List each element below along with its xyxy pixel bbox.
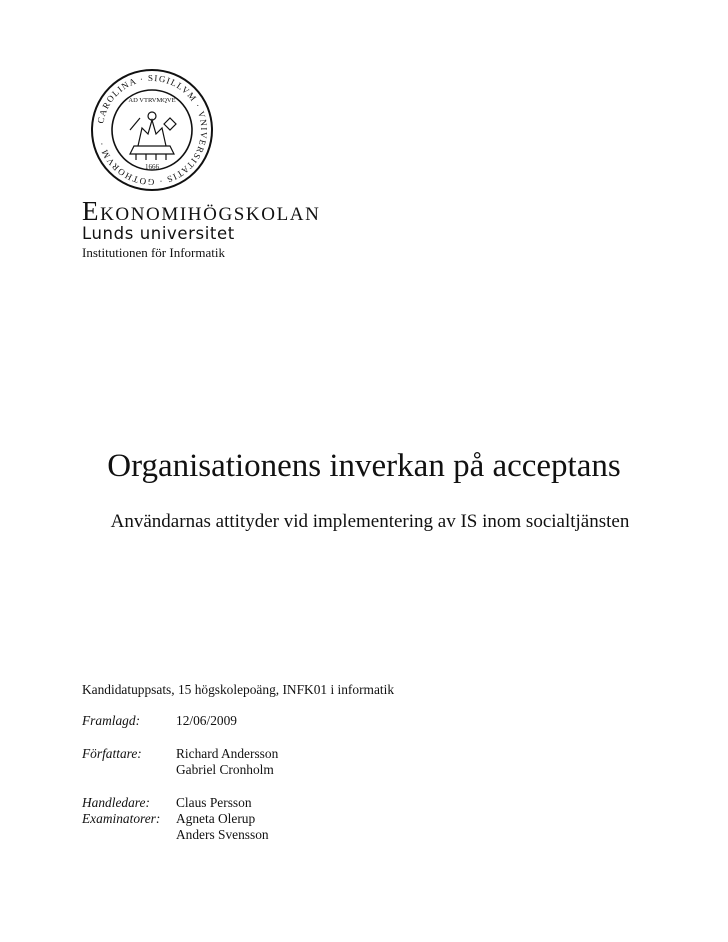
school-name: Ekonomihögskolan — [82, 196, 321, 226]
seal-ring-text: CAROLINA · SIGILLVM · VNIVERSITATIS · GOTHORVM · — [95, 72, 210, 188]
handledare-row — [82, 795, 482, 812]
seal-motto: AD VTRVMQVE — [128, 97, 176, 104]
forfattare-row — [82, 746, 482, 763]
university-seal-icon — [90, 68, 214, 192]
university-name: Lunds universitet — [82, 224, 235, 243]
institution-name: Institutionen för Informatik — [82, 245, 225, 260]
thesis-type: Kandidatuppsats, 15 högskolepoäng, INFK01 i informatik — [82, 682, 395, 697]
document-subtitle: Användarnas attityder vid implementering av IS inom socialtjänsten — [110, 511, 630, 532]
framlagd-value: 12/06/2009 — [176, 713, 238, 728]
examinatorer-label: Examinatorer: — [82, 811, 161, 826]
author-name: Richard Andersson — [176, 746, 279, 761]
examiner-name: Agneta Olerup — [176, 811, 256, 826]
forfattare-row-2 — [82, 762, 482, 779]
examinatorer-row — [82, 811, 482, 828]
supervisor-name: Claus Persson — [176, 795, 252, 810]
handledare-label: Handledare: — [82, 795, 150, 810]
document-title: Organisationens inverkan på acceptans — [107, 448, 621, 484]
examiner-name: Anders Svensson — [176, 827, 269, 842]
framlagd-label: Framlagd: — [82, 713, 141, 728]
framlagd-row — [82, 713, 482, 730]
seal-year: 1666 — [145, 163, 159, 171]
examinatorer-row-2 — [82, 827, 482, 844]
author-name: Gabriel Cronholm — [176, 762, 274, 777]
forfattare-label: Författare: — [82, 746, 142, 761]
